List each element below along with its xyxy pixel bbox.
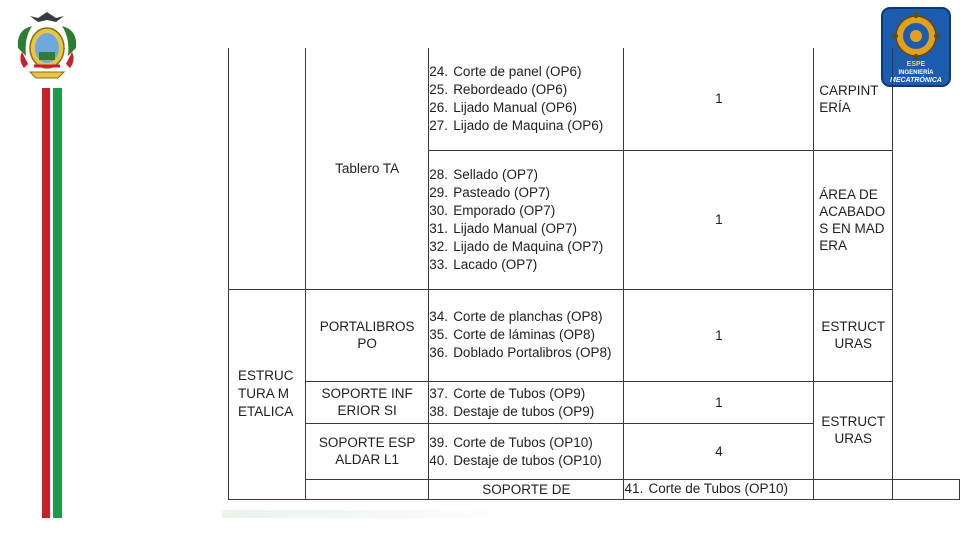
block-cell-wood: [229, 48, 306, 289]
table-row: [229, 48, 960, 150]
decorative-stripe-green: [53, 88, 62, 518]
area-label: ÁREA DE ACABADOS EN MADERA: [819, 186, 886, 253]
operation-item: 34. Corte de planchas (OP8): [429, 309, 603, 324]
area-cell: [814, 48, 893, 150]
area-cell: [893, 479, 960, 499]
component-label: PORTALIBROS PO: [319, 319, 415, 351]
table-row: [229, 289, 960, 381]
quantity-cell: [814, 479, 893, 499]
area-label: ESTRUCTURAS: [821, 319, 886, 351]
quantity-cell: 1: [624, 150, 814, 289]
area-cell: [814, 289, 893, 381]
operation-item: 33. Lacado (OP7): [429, 256, 538, 272]
operation-item: 35. Corte de láminas (OP8): [429, 327, 595, 342]
operation-item: 27. Lijado de Maquina (OP6): [429, 117, 604, 133]
component-label: SOPORTE INFERIOR SI: [321, 386, 413, 418]
operation-item: 31. Lijado Manual (OP7): [429, 220, 578, 236]
logo-text-espe: ESPE: [906, 61, 926, 68]
decorative-bottom-fade: [222, 510, 522, 518]
operations-cell: [429, 381, 624, 423]
operation-item: 41. Corte de Tubos (OP10): [624, 481, 789, 496]
component-cell: [429, 479, 624, 499]
operation-item: 24. Corte de panel (OP6): [429, 63, 582, 79]
component-cell: [306, 381, 429, 423]
area-cell: [814, 381, 893, 479]
operation-item: 36. Doblado Portalibros (OP8): [429, 345, 612, 360]
table-row: [229, 381, 960, 423]
operations-cell: [429, 48, 624, 150]
block-label: ESTRUCTURA METALICA: [238, 368, 294, 419]
logo-text-mecatronica: MECATRÓNICA: [890, 77, 942, 84]
block-cell-empty: [306, 479, 429, 499]
operation-item: 26. Lijado Manual (OP6): [429, 99, 578, 115]
operations-cell: [429, 423, 624, 479]
quantity-cell: 4: [624, 423, 814, 479]
component-label: Tablero TA: [335, 160, 400, 176]
quantity-cell: 1: [624, 289, 814, 381]
operation-item: 39. Corte de Tubos (OP10): [429, 434, 593, 450]
component-cell: [306, 48, 429, 289]
process-table: [228, 48, 960, 500]
coat-of-arms-logo: [8, 8, 86, 82]
operation-item: 25. Rebordeado (OP6): [429, 81, 568, 97]
table-row: [229, 479, 960, 499]
component-cell: [306, 289, 429, 381]
block-cell: [229, 289, 306, 499]
operation-item: 32. Lijado de Maquina (OP7): [429, 238, 604, 254]
operation-item: 37. Corte de Tubos (OP9): [429, 385, 586, 401]
quantity-cell: 1: [624, 381, 814, 423]
area-label: ESTRUCTURAS: [821, 414, 886, 446]
decorative-stripe-red: [42, 88, 50, 518]
operations-cell: [429, 150, 624, 289]
operation-item: 38. Destaje de tubos (OP9): [429, 403, 595, 419]
operations-cell: [624, 479, 814, 499]
area-cell: [814, 150, 893, 289]
operation-item: 28. Sellado (OP7): [429, 166, 538, 182]
operation-item: 29. Pasteado (OP7): [429, 184, 550, 200]
operations-cell: [429, 289, 624, 381]
area-label: CARPINTERÍA: [819, 82, 879, 115]
logo-text-ingenieria: INGENIERÍA: [898, 70, 934, 76]
component-label: SOPORTE ESPALDAR L1: [318, 435, 416, 467]
component-cell: [306, 423, 429, 479]
quantity-cell: 1: [624, 48, 814, 150]
operation-item: 30. Emporado (OP7): [429, 202, 556, 218]
operation-item: 40. Destaje de tubos (OP10): [429, 452, 602, 468]
component-label: SOPORTE DE: [482, 481, 571, 497]
